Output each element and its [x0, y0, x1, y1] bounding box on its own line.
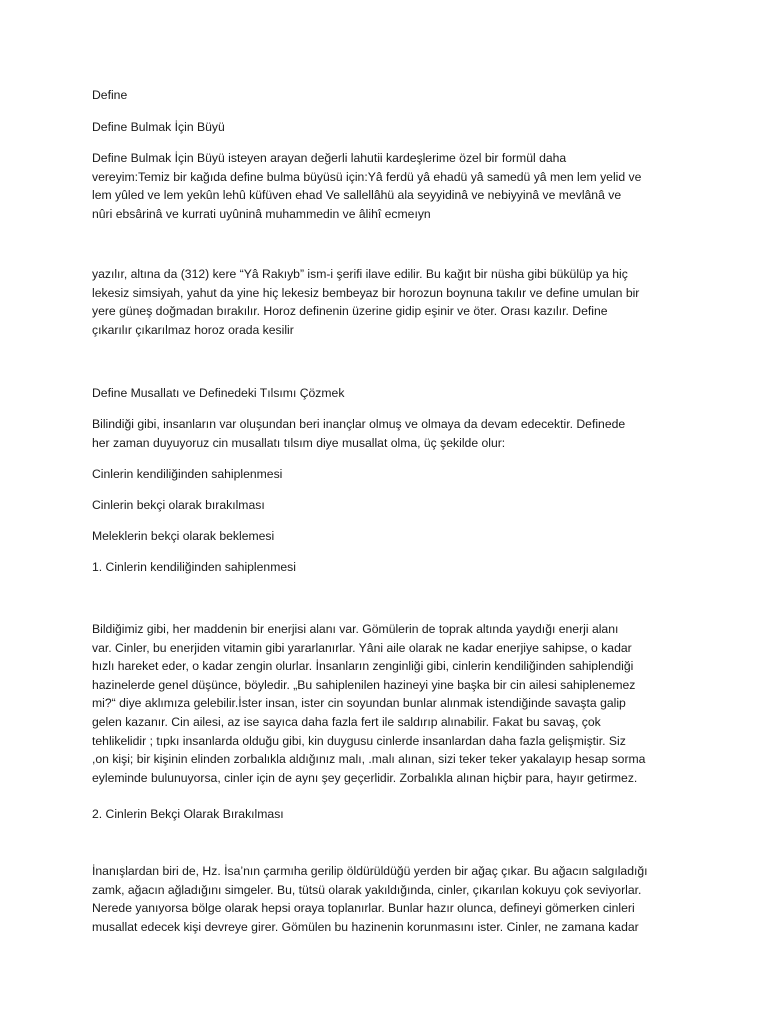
text-line: lekesiz simsiyah, yahut da yine hiç lekesiz bembeyaz bir horozun boynuna takılır ve define umulan bir [92, 285, 640, 300]
text-line: yazılır, altına da (312) kere “Yâ Rakıyb” ism-i şerifi ilave edilir. Bu kağıt bir nüsha gibi bükülüp ya hiç [92, 267, 628, 281]
text-line: hazinelerde genel düşünce, böyledir. „Bu sahiplenilen hazineyi yine başka bir cin ailesi sahiplenemez [92, 677, 636, 692]
text-line: mi?“ diye aklımıza gelebilir.İster insan, ister cin soyundan bunlar alınmak istendiğinde savaşta galip [92, 696, 626, 711]
section-intro-paragraph [92, 415, 625, 452]
document-title: Define [92, 88, 128, 102]
list-item: Cinlerin kendiliğinden sahiplenmesi [92, 467, 283, 481]
text-line: nûri ebsârinâ ve kurrati uyûninâ muhammedin ve âlihî ecmeıyn [92, 206, 431, 221]
document-subtitle: Define Bulmak İçin Büyü [92, 120, 225, 134]
text-line: gelen kazanır. Cin ailesi, az ise sayıca daha fazla fert ile saldırıp alınabilir. Fakat bu savaş, çok [92, 714, 601, 729]
text-line: Nerede yanıyorsa bölge olarak hepsi oraya toplanırlar. Bunlar hazır olunca, defineyi gömerken cinleri [92, 901, 635, 916]
instruction-paragraph [92, 265, 639, 339]
body-paragraph-1 [92, 620, 645, 787]
intro-paragraph [92, 149, 641, 223]
text-line: hızlı hareket eder, o kadar zengin olurlar. İnsanların zenginliği gibi, cinlerin kendiliğinden sahiplendiği [92, 659, 634, 674]
text-line: tehlikelidir ; tıpkı insanlarda olduğu gibi, kin duygusu cinlerde insanlardan daha fazla gelişmiştir. Siz [92, 733, 626, 748]
text-line: vereyim:Temiz bir kağıda define bulma büyüsü için:Yâ ferdü yâ ehadü yâ samedü yâ men lem yelid ve [92, 169, 642, 184]
section-title: Define Musallatı ve Definedeki Tılsımı Çözmek [92, 386, 345, 400]
text-line: çıkarılır çıkarılmaz horoz orada kesilir [92, 322, 294, 337]
heading-1: 1. Cinlerin kendiliğinden sahiplenmesi [92, 560, 296, 574]
text-line: her zaman duyuyoruz cin musallatı tılsım diye musallat olma, üç şekilde olur: [92, 435, 506, 450]
text-line: lem yûled ve lem yekûn lehû küfüven ehad Ve sallellâhü ala seyyidinâ ve nebiyyinâ ve mevlânâ ve [92, 188, 622, 203]
text-line: Define Bulmak İçin Büyü isteyen arayan değerli lahutii kardeşlerime özel bir formül daha [92, 151, 567, 165]
text-line: ,on kişi; bir kişinin elinden zorbalıkla aldığınız malı, .malı alınan, sizi teker teker yakalayıp hesap sorma [92, 752, 646, 767]
heading-2: 2. Cinlerin Bekçi Olarak Bırakılması [92, 807, 284, 821]
text-line: var. Cinler, bu enerjiden vitamin gibi yararlanırlar. Yâni aile olarak ne kadar enerjiye sahipse, o kadar [92, 640, 632, 655]
text-line: İnanışlardan biri de, Hz. İsa’nın çarmıha gerilip öldürüldüğü yerden bir ağaç çıkar. Bu ağacın salgıladığı [92, 864, 648, 878]
text-line: musallat edecek kişi devreye girer. Gömülen bu hazinenin korunmasını ister. Cinler, ne zamana kadar [92, 919, 639, 934]
list-item: Meleklerin bekçi olarak beklemesi [92, 529, 275, 543]
body-paragraph-2 [92, 862, 648, 936]
text-line: eyleminde bulunuyorsa, cinler için de aynı şey geçerlidir. Zorbalıkla alınan hiçbir para, hayır getirmez. [92, 770, 638, 785]
text-line: Bildiğimiz gibi, her maddenin bir enerjisi alanı var. Gömülerin de toprak altında yaydığı enerji alanı [92, 622, 619, 636]
text-line: yere güneş doğmadan bırakılır. Horoz definenin üzerine gidip eşinir ve öter. Orası kazılır. Define [92, 304, 608, 319]
list-item: Cinlerin bekçi olarak bırakılması [92, 498, 265, 512]
text-line: Bilindiği gibi, insanların var oluşundan beri inançlar olmuş ve olmaya da devam edecektir. Definede [92, 417, 626, 431]
text-line: zamk, ağacın ağladığını simgeler. Bu, tütsü olarak yakıldığında, cinler, çıkarılan kokuyu çok seviyorlar. [92, 882, 642, 897]
